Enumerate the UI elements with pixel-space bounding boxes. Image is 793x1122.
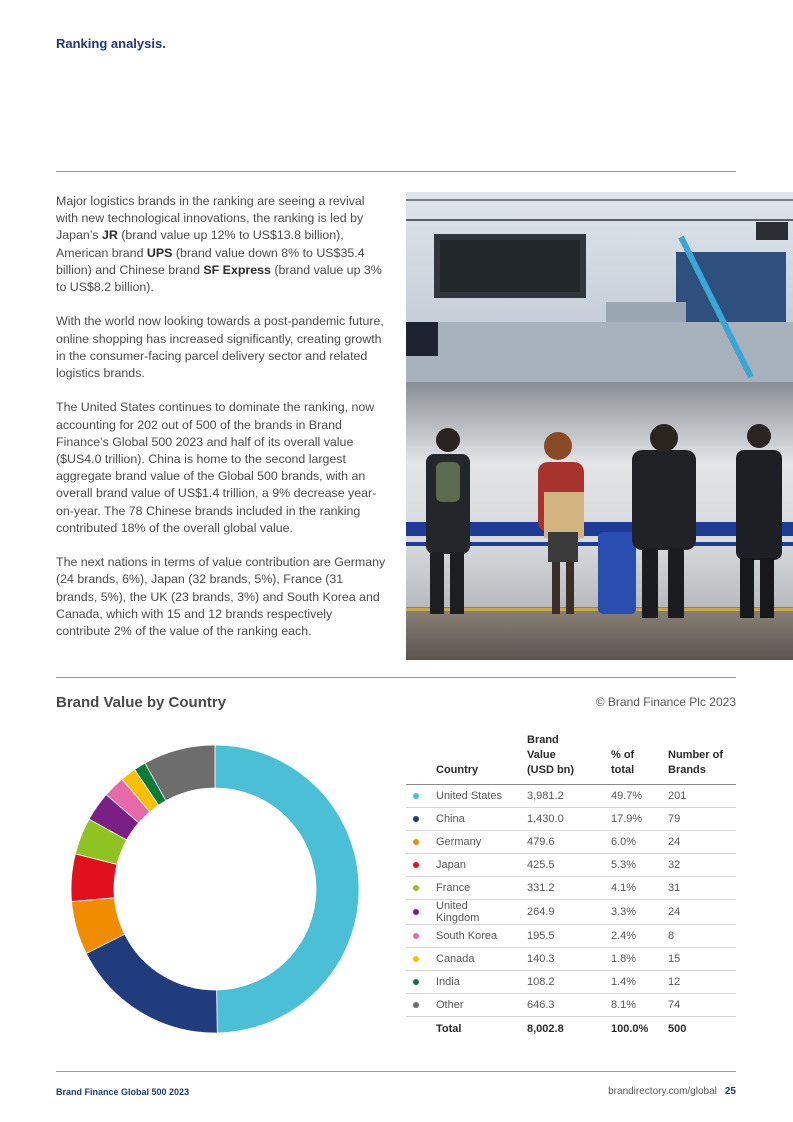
country-cell: South Korea <box>436 925 527 948</box>
legend-dot <box>413 933 419 939</box>
table-row <box>406 877 736 900</box>
page-section-title: Ranking analysis. <box>56 36 166 51</box>
legend-dot-cell <box>406 785 436 808</box>
footer-publication: Brand Finance Global 500 2023 <box>56 1087 190 1097</box>
brand-value-cell: 195.5 <box>527 925 611 948</box>
top-divider <box>56 171 736 172</box>
percent-cell: 5.3% <box>611 854 668 877</box>
percent-cell: 2.4% <box>611 925 668 948</box>
legend-dot-cell <box>406 808 436 831</box>
percent-column-header: % of total <box>611 733 668 785</box>
country-cell: United Kingdom <box>436 900 527 925</box>
table-row <box>406 925 736 948</box>
table-row <box>406 948 736 971</box>
table-row <box>406 854 736 877</box>
brand-value-cell: 646.3 <box>527 994 611 1017</box>
country-cell: France <box>436 877 527 900</box>
brand-count-cell: 24 <box>668 900 736 925</box>
table-row <box>406 971 736 994</box>
brand-count-cell: 12 <box>668 971 736 994</box>
legend-dot-cell <box>406 831 436 854</box>
legend-dot <box>413 793 419 799</box>
paragraph-4: The next nations in terms of value contribution are Germany (24 brands, 6%), Japan (32 brands, 5%), France (31 brands, 5%), the UK (23 brands, 3%) and South Korea and Canada, which with 15 and 12 brands respectively contribute 2% of the value of the ranking each. <box>56 555 386 639</box>
brand-value-table <box>406 733 736 1041</box>
legend-dot-cell <box>406 900 436 925</box>
brand-count-cell: 201 <box>668 785 736 808</box>
table-total-row <box>406 1017 736 1042</box>
total-label: Total <box>436 1023 462 1035</box>
table-row <box>406 785 736 808</box>
brand-value-column-header: Brand Value (USD bn) <box>527 733 611 785</box>
table-row <box>406 994 736 1017</box>
percent-cell: 1.8% <box>611 948 668 971</box>
legend-dot-cell <box>406 925 436 948</box>
paragraph-1: Major logistics brands in the ranking are seeing a revival with new technological innovations, the ranking is led by Japan’s JR (brand value up 12% to US$13.8 billion), American brand UPS (brand value down 8% to US$35.4 billion) and Chinese brand SF Express (brand value up 3% to US$8.2 billion). <box>56 194 382 295</box>
brand-count-cell: 74 <box>668 994 736 1017</box>
table-header-row <box>406 733 736 785</box>
legend-dot-cell <box>406 971 436 994</box>
percent-cell: 6.0% <box>611 831 668 854</box>
country-cell: United States <box>436 785 527 808</box>
legend-dot <box>413 885 419 891</box>
country-cell: Germany <box>436 831 527 854</box>
legend-dot <box>413 1002 419 1008</box>
chart-title: Brand Value by Country <box>56 694 227 711</box>
legend-dot <box>413 862 419 868</box>
footer-url: brandirectory.com/global 25 <box>608 1086 736 1097</box>
donut-chart <box>70 744 360 1034</box>
country-cell: China <box>436 808 527 831</box>
brand-count-cell: 15 <box>668 948 736 971</box>
color-key-header <box>406 733 436 785</box>
legend-dot-cell <box>406 948 436 971</box>
percent-cell: 1.4% <box>611 971 668 994</box>
legend-dot <box>413 816 419 822</box>
legend-dot-cell <box>406 854 436 877</box>
legend-dot <box>413 909 419 915</box>
legend-dot <box>413 839 419 845</box>
legend-dot <box>413 979 419 985</box>
train-platform-photo <box>406 192 793 660</box>
footer-divider <box>56 1071 736 1072</box>
legend-dot-cell <box>406 877 436 900</box>
brand-value-cell: 479.6 <box>527 831 611 854</box>
table-row <box>406 900 736 925</box>
brand-count-cell: 79 <box>668 808 736 831</box>
brand-value-cell: 3,981.2 <box>527 785 611 808</box>
paragraph-2: With the world now looking towards a post-pandemic future, online shopping has increased significantly, creating growth in the consumer-facing parcel delivery sector and related logistics brands. <box>56 314 384 381</box>
percent-cell: 17.9% <box>611 808 668 831</box>
percent-cell: 8.1% <box>611 994 668 1017</box>
country-cell: Japan <box>436 854 527 877</box>
total-value: 8,002.8 <box>527 1023 564 1035</box>
country-cell: India <box>436 971 527 994</box>
table-row <box>406 808 736 831</box>
donut-slice-china <box>86 934 217 1033</box>
legend-dot-cell <box>406 994 436 1017</box>
paragraph-3: The United States continues to dominate the ranking, now accounting for 202 out of 500 of the brands in Brand Finance’s Global 500 2023 and half of its overall value ($US4.0 trillion). China is home to the second largest aggregate brand value of the Global 500 brands, with an overall brand value of US$1.4 trillion, a 9% decrease year-on-year. The 78 Chinese brands included in the ranking contributed 18% of the overall global value. <box>56 400 377 535</box>
country-cell: Other <box>436 994 527 1017</box>
table-row <box>406 831 736 854</box>
total-percent: 100.0% <box>611 1023 649 1035</box>
donut-slice-united-states <box>215 745 359 1033</box>
brand-value-cell: 425.5 <box>527 854 611 877</box>
percent-cell: 49.7% <box>611 785 668 808</box>
brand-count-column-header: Number of Brands <box>668 733 736 785</box>
percent-cell: 3.3% <box>611 900 668 925</box>
brand-count-cell: 24 <box>668 831 736 854</box>
brand-count-cell: 31 <box>668 877 736 900</box>
brand-value-cell: 331.2 <box>527 877 611 900</box>
brand-count-cell: 8 <box>668 925 736 948</box>
section-divider <box>56 677 736 678</box>
brand-value-cell: 264.9 <box>527 900 611 925</box>
copyright-note: © Brand Finance Plc 2023 <box>595 695 736 709</box>
percent-cell: 4.1% <box>611 877 668 900</box>
total-brands: 500 <box>668 1023 687 1035</box>
brand-value-cell: 140.3 <box>527 948 611 971</box>
legend-dot <box>413 956 419 962</box>
brand-value-cell: 1,430.0 <box>527 808 611 831</box>
body-text <box>56 193 386 657</box>
page-number: 25 <box>724 1086 736 1097</box>
brand-value-cell: 108.2 <box>527 971 611 994</box>
country-column-header: Country <box>436 733 527 785</box>
brand-count-cell: 32 <box>668 854 736 877</box>
country-cell: Canada <box>436 948 527 971</box>
